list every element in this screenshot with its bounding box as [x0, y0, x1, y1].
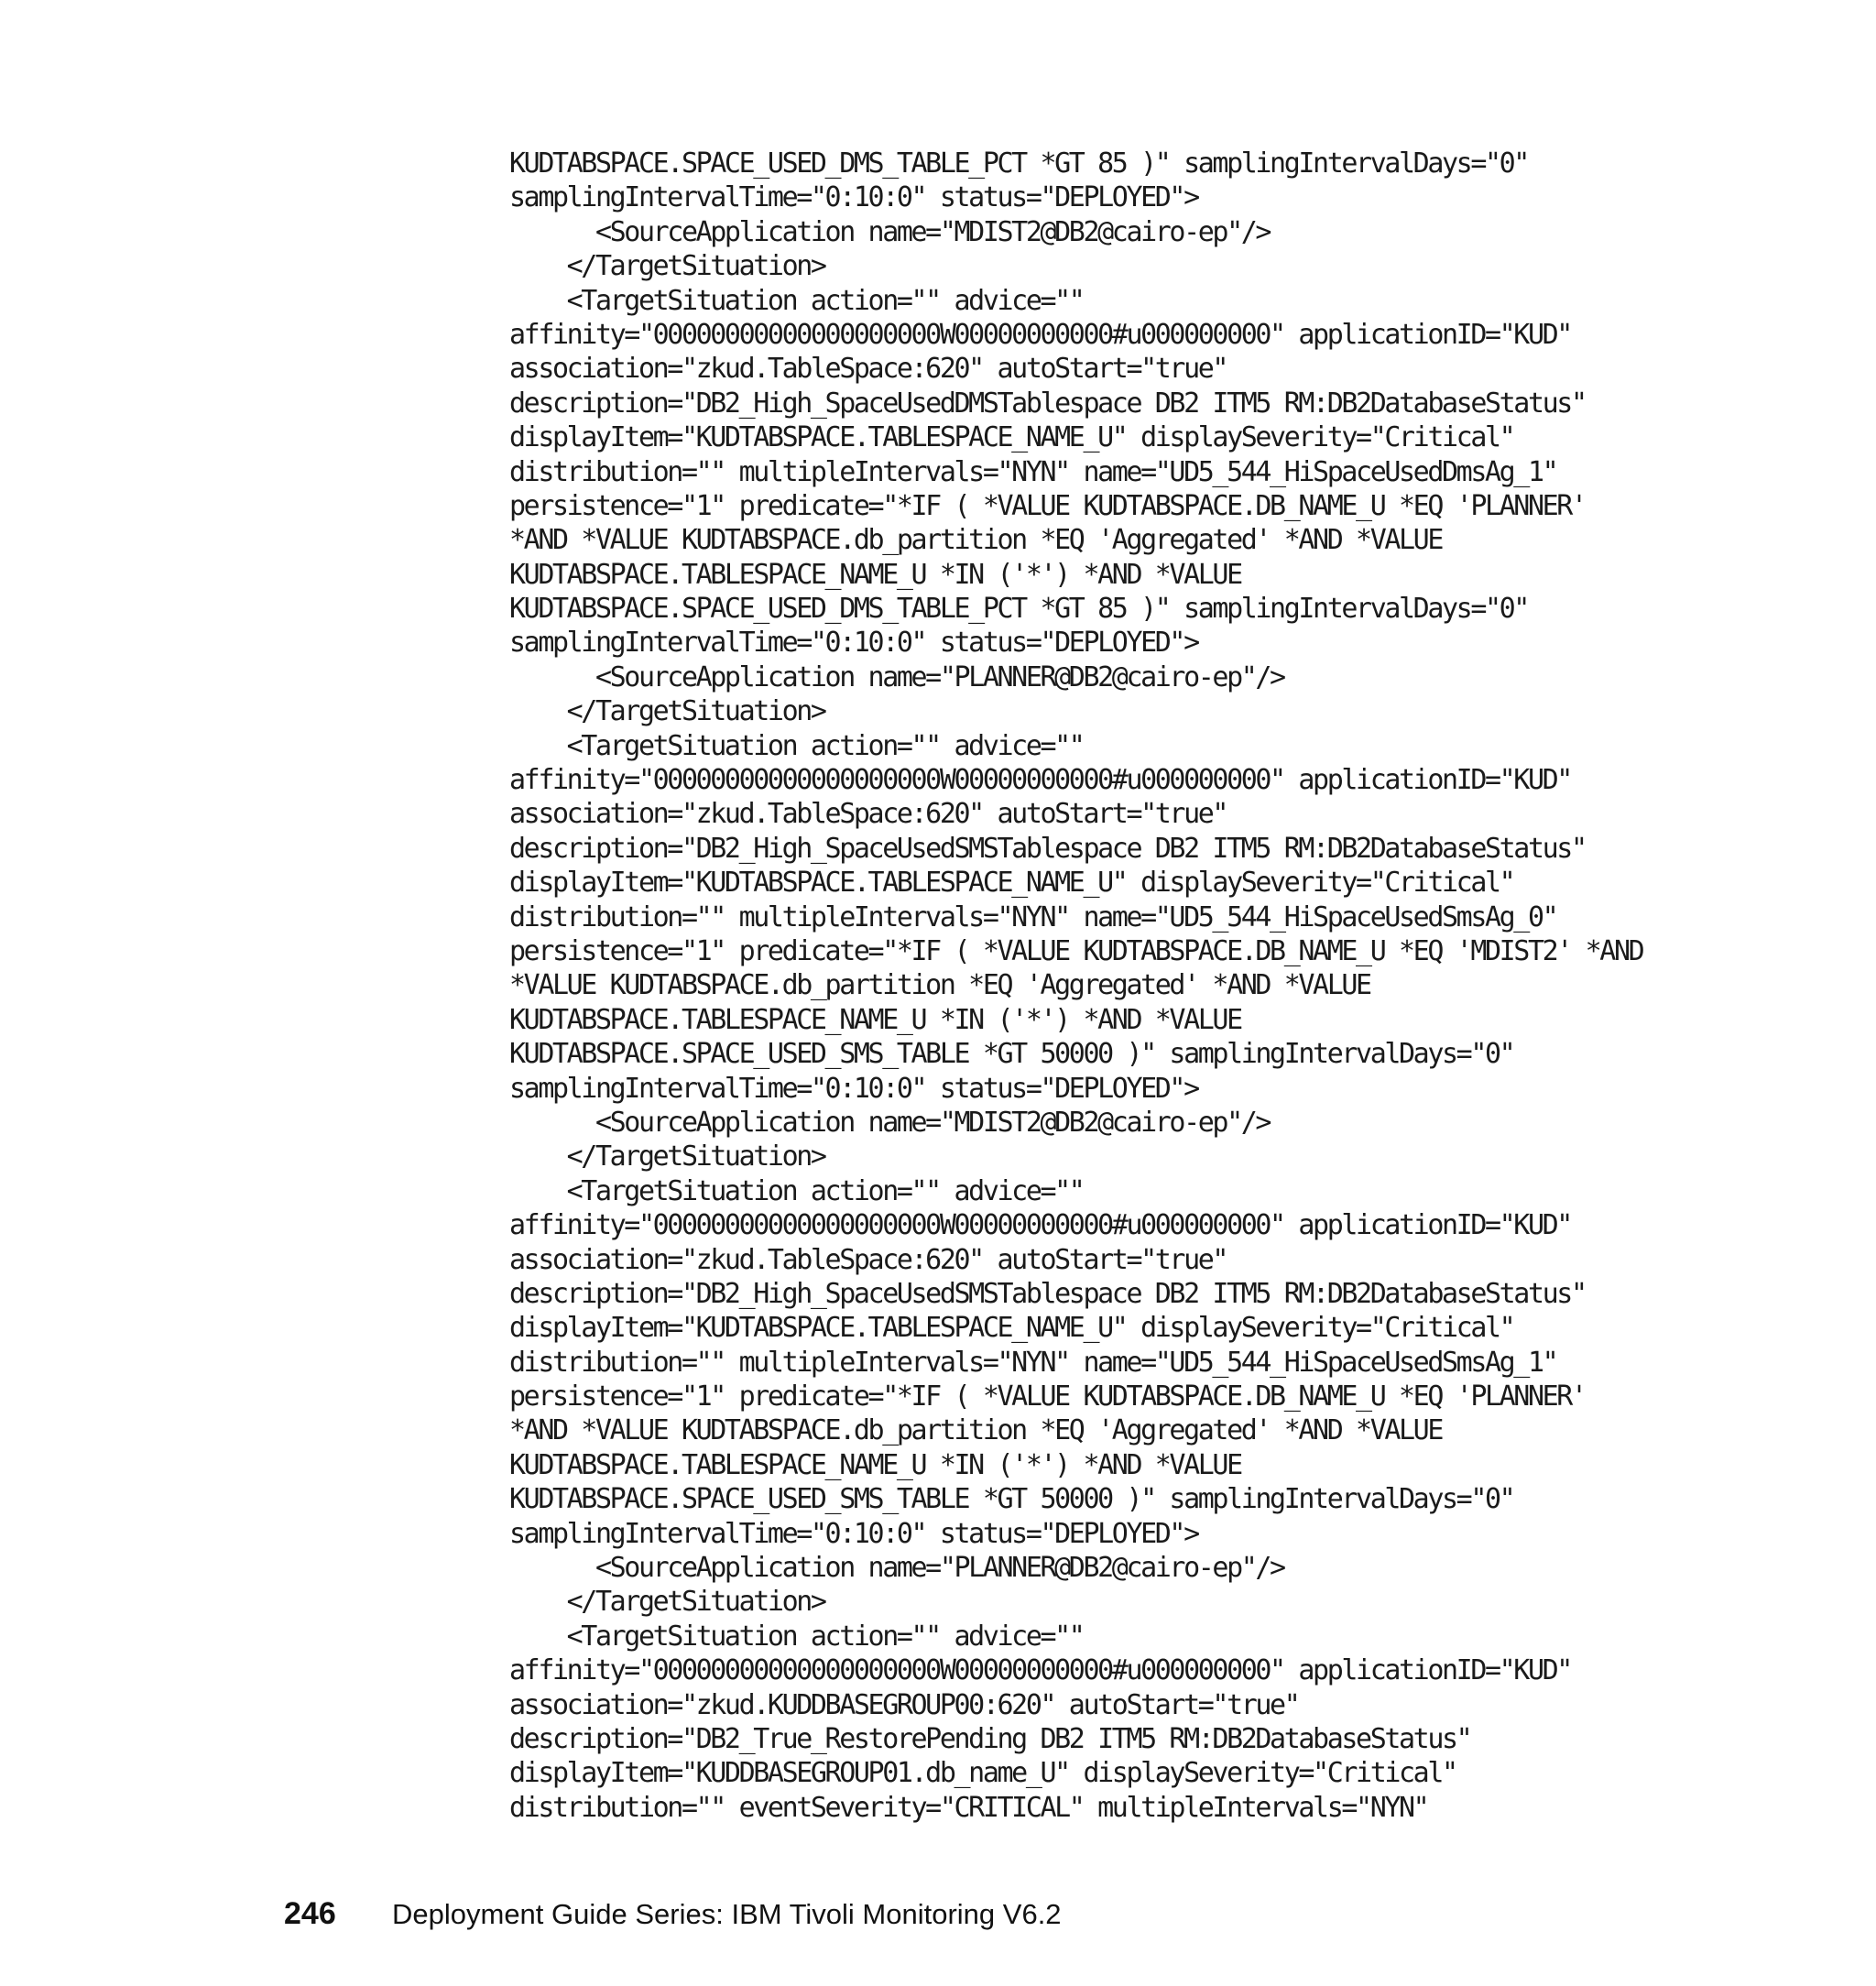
code-line: description="DB2_High_SpaceUsedSMSTablespace DB2 ITM5 RM:DB2DatabaseStatus": [509, 1277, 1586, 1310]
code-line: *AND *VALUE KUDTABSPACE.db_partition *EQ 'Aggregated' *AND *VALUE: [509, 524, 1442, 557]
code-listing: [509, 147, 1642, 1825]
code-line: </TargetSituation>: [509, 1140, 825, 1173]
book-title: Deployment Guide Series: IBM Tivoli Monitoring V6.2: [392, 1898, 1062, 1930]
code-line: description="DB2_High_SpaceUsedSMSTablespace DB2 ITM5 RM:DB2DatabaseStatus": [509, 832, 1586, 865]
code-line: displayItem="KUDTABSPACE.TABLESPACE_NAME_U" displaySeverity="Critical": [509, 867, 1514, 900]
code-line: description="DB2_True_RestorePending DB2 ITM5 RM:DB2DatabaseStatus": [509, 1722, 1471, 1755]
code-line: displayItem="KUDTABSPACE.TABLESPACE_NAME_U" displaySeverity="Critical": [509, 421, 1514, 454]
code-line: <SourceApplication name="MDIST2@DB2@cairo-ep"/>: [509, 215, 1271, 248]
code-line: association="zkud.TableSpace:620" autoStart="true": [509, 353, 1227, 386]
code-line: samplingIntervalTime="0:10:0" status="DEPLOYED">: [509, 1072, 1198, 1105]
code-line: affinity="00000000000000000000W00000000000#u000000000" applicationID="KUD": [509, 1209, 1571, 1242]
code-line: affinity="00000000000000000000W00000000000#u000000000" applicationID="KUD": [509, 1654, 1571, 1687]
code-line: displayItem="KUDTABSPACE.TABLESPACE_NAME_U" displaySeverity="Critical": [509, 1312, 1514, 1345]
code-line: <SourceApplication name="PLANNER@DB2@cairo-ep"/>: [509, 1552, 1284, 1585]
code-line: KUDTABSPACE.SPACE_USED_DMS_TABLE_PCT *GT 85 )" samplingIntervalDays="0": [509, 593, 1528, 626]
code-line: description="DB2_High_SpaceUsedDMSTablespace DB2 ITM5 RM:DB2DatabaseStatus": [509, 387, 1586, 420]
code-line: KUDTABSPACE.SPACE_USED_DMS_TABLE_PCT *GT 85 )" samplingIntervalDays="0": [509, 147, 1528, 180]
code-line: distribution="" eventSeverity="CRITICAL" multipleIntervals="NYN": [509, 1791, 1428, 1824]
code-line: persistence="1" predicate="*IF ( *VALUE KUDTABSPACE.DB_NAME_U *EQ 'PLANNER': [509, 489, 1586, 522]
code-line: </TargetSituation>: [509, 1586, 825, 1619]
code-line: samplingIntervalTime="0:10:0" status="DEPLOYED">: [509, 1517, 1198, 1550]
code-line: affinity="00000000000000000000W00000000000#u000000000" applicationID="KUD": [509, 318, 1571, 351]
page-number: 246: [284, 1896, 336, 1931]
code-line: KUDTABSPACE.SPACE_USED_SMS_TABLE *GT 50000 )" samplingIntervalDays="0": [509, 1483, 1514, 1516]
code-line: </TargetSituation>: [509, 695, 825, 728]
code-line: association="zkud.KUDDBASEGROUP00:620" autoStart="true": [509, 1688, 1299, 1721]
code-line: association="zkud.TableSpace:620" autoStart="true": [509, 1243, 1227, 1276]
code-line: association="zkud.TableSpace:620" autoStart="true": [509, 798, 1227, 831]
code-line: distribution="" multipleIntervals="NYN" name="UD5_544_HiSpaceUsedSmsAg_0": [509, 900, 1557, 933]
code-line: distribution="" multipleIntervals="NYN" name="UD5_544_HiSpaceUsedDmsAg_1": [509, 455, 1557, 488]
code-line: KUDTABSPACE.TABLESPACE_NAME_U *IN ('*') *AND *VALUE: [509, 1448, 1241, 1481]
code-line: displayItem="KUDDBASEGROUP01.db_name_U" displaySeverity="Critical": [509, 1757, 1456, 1790]
code-line: <TargetSituation action="" advice="": [509, 1620, 1084, 1653]
code-line: <SourceApplication name="MDIST2@DB2@cairo-ep"/>: [509, 1106, 1271, 1139]
code-line: samplingIntervalTime="0:10:0" status="DEPLOYED">: [509, 627, 1198, 660]
code-line: samplingIntervalTime="0:10:0" status="DEPLOYED">: [509, 181, 1198, 214]
code-line: persistence="1" predicate="*IF ( *VALUE KUDTABSPACE.DB_NAME_U *EQ 'PLANNER': [509, 1380, 1586, 1413]
code-line: affinity="00000000000000000000W00000000000#u000000000" applicationID="KUD": [509, 764, 1571, 797]
code-line: <TargetSituation action="" advice="": [509, 1174, 1084, 1207]
code-line: persistence="1" predicate="*IF ( *VALUE KUDTABSPACE.DB_NAME_U *EQ 'MDIST2' *AND: [509, 934, 1643, 967]
code-line: KUDTABSPACE.TABLESPACE_NAME_U *IN ('*') *AND *VALUE: [509, 558, 1241, 591]
code-line: <SourceApplication name="PLANNER@DB2@cairo-ep"/>: [509, 660, 1284, 693]
code-line: *AND *VALUE KUDTABSPACE.db_partition *EQ 'Aggregated' *AND *VALUE: [509, 1414, 1442, 1447]
page-footer: [284, 1896, 1062, 1932]
code-line: <TargetSituation action="" advice="": [509, 284, 1084, 317]
code-line: </TargetSituation>: [509, 250, 825, 283]
code-line: KUDTABSPACE.TABLESPACE_NAME_U *IN ('*') *AND *VALUE: [509, 1003, 1241, 1036]
code-line: *VALUE KUDTABSPACE.db_partition *EQ 'Aggregated' *AND *VALUE: [509, 969, 1370, 1002]
code-line: <TargetSituation action="" advice="": [509, 729, 1084, 762]
code-line: KUDTABSPACE.SPACE_USED_SMS_TABLE *GT 50000 )" samplingIntervalDays="0": [509, 1038, 1514, 1071]
code-line: distribution="" multipleIntervals="NYN" name="UD5_544_HiSpaceUsedSmsAg_1": [509, 1346, 1557, 1379]
